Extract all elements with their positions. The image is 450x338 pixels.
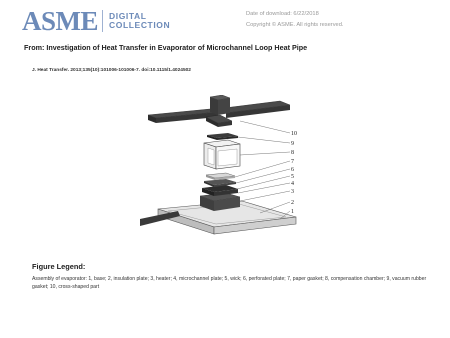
callout-7: 7 <box>291 159 294 165</box>
callout-1: 1 <box>291 209 294 215</box>
asme-digital-collection-logo[interactable] <box>22 5 171 36</box>
callout-10: 10 <box>291 131 297 137</box>
callout-5: 5 <box>291 174 294 180</box>
compensation-chamber-drawing <box>204 133 240 169</box>
figure-legend-text: Assembly of evaporator: 1, base; 2, insulation plate; 3, heater; 4, microchannel plate; 5, wick; 6, perforated plate; 7, paper gasket; 8, compensation chamber; 9, vacuum rubber gasket; 10, cross-shaped part <box>32 276 427 290</box>
layered-stack-drawing <box>200 173 240 211</box>
callout-2: 2 <box>291 200 294 206</box>
callout-6: 6 <box>291 167 294 173</box>
callout-4: 4 <box>291 181 294 187</box>
evaporator-assembly-figure <box>140 95 310 245</box>
download-meta <box>246 9 343 31</box>
logo-divider <box>102 10 103 32</box>
figure-legend-title: Figure Legend: <box>32 262 86 271</box>
download-date: Date of download: 6/22/2018 <box>246 11 319 17</box>
callout-numbers <box>291 131 297 215</box>
copyright-notice: Copyright © ASME. All rights reserved. <box>246 22 344 28</box>
callout-8: 8 <box>291 150 294 156</box>
logo-asme-text: ASME <box>22 5 99 36</box>
cross-shaped-part-drawing <box>148 95 290 127</box>
article-from-title: From: Investigation of Heat Transfer in Evaporator of Microchannel Loop Heat Pipe <box>24 43 308 52</box>
callout-9: 9 <box>291 141 294 147</box>
callout-3: 3 <box>291 189 294 195</box>
logo-collection-text: COLLECTION <box>109 20 171 30</box>
logo-digital-text: DIGITAL <box>109 11 147 21</box>
logo-dc-block <box>109 12 170 30</box>
article-citation[interactable]: J. Heat Transfer. 2013;135(10):101006-101006-7. doi:10.1115/1.4024502 <box>32 68 191 73</box>
